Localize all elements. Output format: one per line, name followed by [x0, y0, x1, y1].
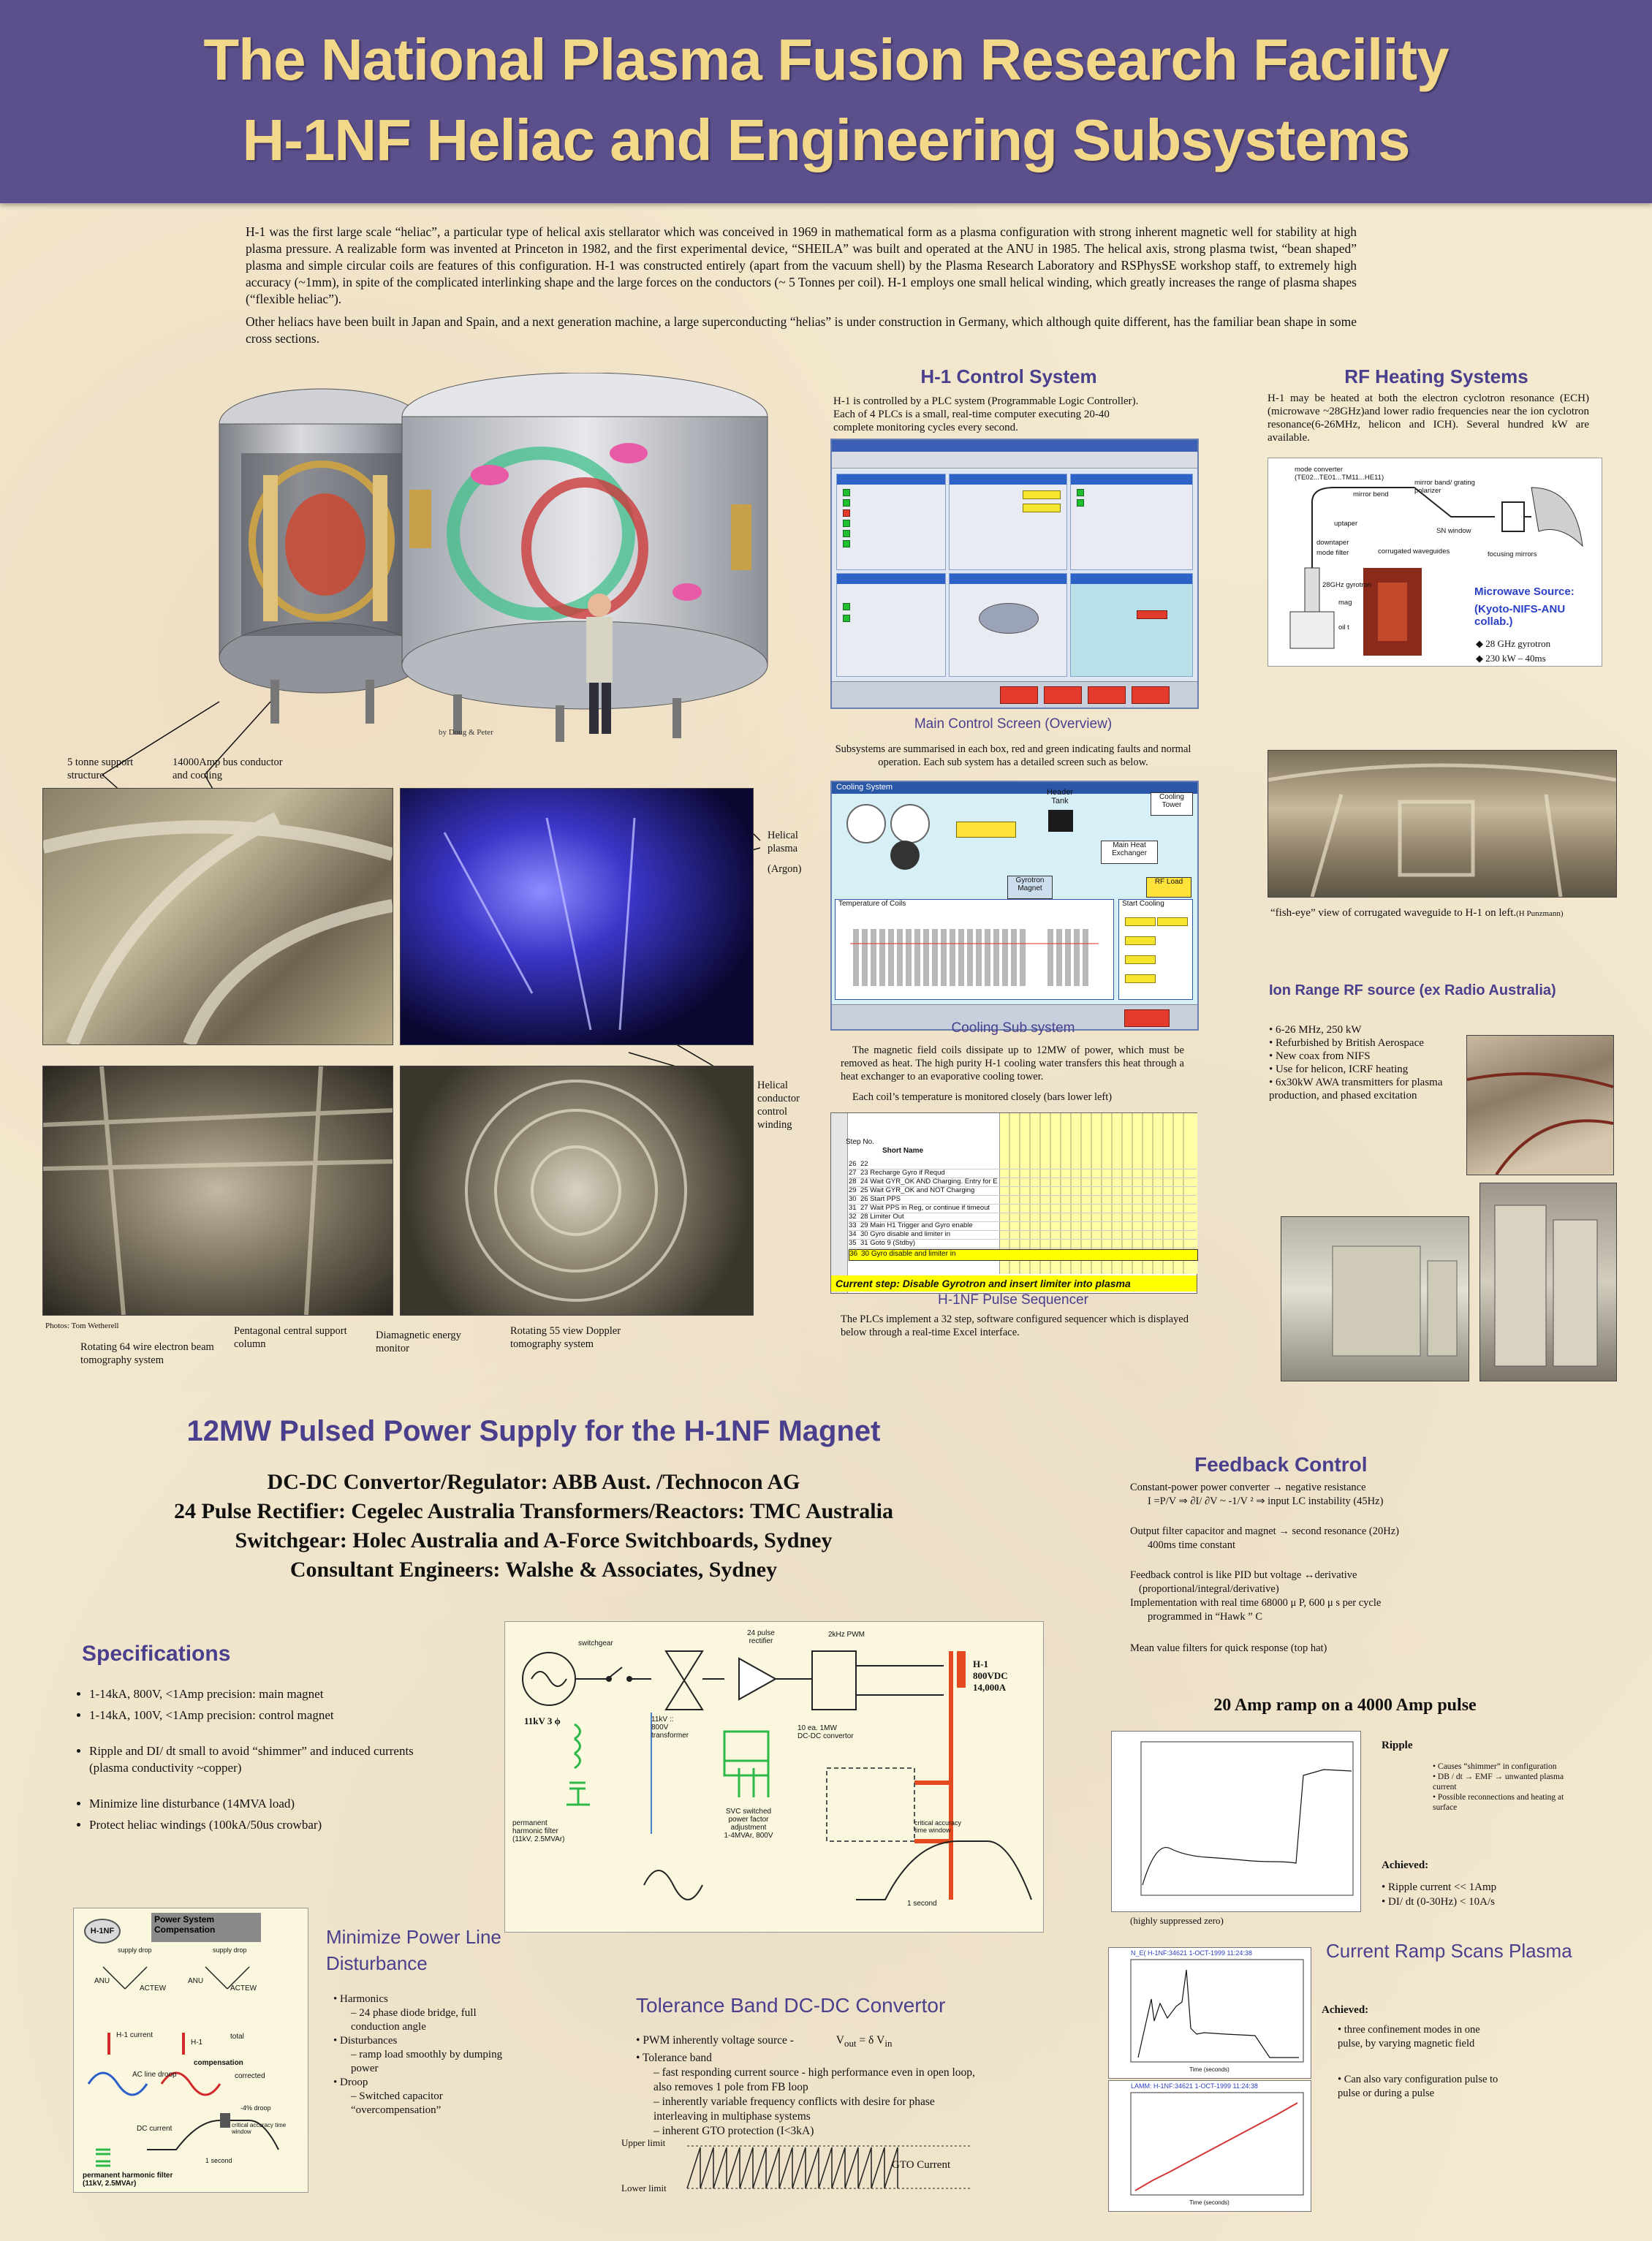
comp-corrected: corrected — [235, 2072, 265, 2080]
h1nf-logo: H-1NF — [84, 1919, 121, 1944]
start-cooling-label: Start Cooling — [1122, 900, 1164, 908]
ramp-achieved-item: DI/ dt (0-30Hz) < 10A/s — [1388, 1896, 1495, 1908]
temp-coils-label: Temperature of Coils — [838, 900, 906, 908]
circuit-transformer: 11kV :: 800V transformer — [651, 1715, 689, 1740]
disturbance-list: • Harmonics – 24 phase diode bridge, full conduction angle • Disturbances – ramp load smoothly by dumping power • Droop – Switched capacitor “overcompensation” — [333, 1993, 503, 2116]
scans-title: Current Ramp Scans Plasma — [1326, 1940, 1572, 1962]
spec-item: • 1-14kA, 800V, <1Amp precision: main magnet — [89, 1686, 417, 1702]
microwave-item: ◆ 28 GHz gyrotron — [1476, 638, 1551, 649]
control-title: H-1 Control System — [920, 365, 1097, 387]
tolerance-item-1: PWM inherently voltage source - — [643, 2034, 794, 2047]
power-circuit-diagram — [504, 1621, 1044, 1933]
seq-row: 27 23 Recharge Gyro if Requd — [849, 1169, 1197, 1178]
ion-range-list: • 6-26 MHz, 250 kW • Refurbished by British Aerospace • New coax from NIFS • Use for helicon, ICRF heating • 6x30kW AWA transmitters for plasma production, and phased excitation — [1269, 1024, 1443, 1101]
rf-label-focusing: focusing mirrors — [1488, 550, 1537, 558]
ripple-title: Ripple — [1382, 1740, 1413, 1751]
rf-label-mag: mag — [1338, 599, 1352, 607]
circuit-one-second: 1 second — [907, 1900, 937, 1908]
fisheye-caption: “fish-eye” view of corrugated waveguide to H-1 on left.(H Punzmann) — [1270, 907, 1564, 919]
seq-row: 33 29 Main H1 Trigger and Gyro enable — [849, 1221, 1197, 1231]
cooling-subsystem-screenshot — [830, 781, 1199, 1031]
tolerance-upper: Upper limit — [621, 2137, 666, 2148]
ramp-achieved-item: Ripple current << 1Amp — [1388, 1881, 1497, 1893]
label-rotating55: Rotating 55 view Doppler tomography system — [510, 1325, 621, 1350]
ramp-plot — [1111, 1731, 1361, 1912]
cooling-text: The magnetic field coils dissipate up to 12MW of power, which must be removed as heat. The high purity H-1 cooling water transfers this heat through a heat exchanger to an evaporative cooling tower. — [841, 1044, 1184, 1082]
comp-anu-2: ANU — [188, 1977, 204, 1985]
feedback-line: I =P/V ⇒ ∂I/ ∂V ~ -1/V ² ⇒ input LC instability (45Hz) — [1148, 1495, 1384, 1507]
label-helical-conductor: Helical conductor control winding — [757, 1080, 800, 1131]
ion-item: Use for helicon, ICRF heating — [1276, 1063, 1409, 1075]
ramp-achieved: Achieved: — [1382, 1859, 1429, 1871]
scans-plot2-title: LAMM: H-1NF:34621 1-OCT-1999 11:24:38 — [1131, 2082, 1258, 2090]
main-heat-label: Main Heat Exchanger — [1101, 841, 1158, 864]
ion-item: 6x30kW AWA transmitters for plasma production, and phased excitation — [1269, 1077, 1443, 1101]
rf-label-gyrotron: 28GHz gyrotron — [1322, 581, 1372, 589]
scans-achieved: Achieved: — [1322, 2004, 1369, 2016]
scans-plot1-title: N_E( H-1NF:34621 1-OCT-1999 11:24:38 — [1131, 1949, 1252, 1957]
pulse-sequencer-sheet — [830, 1112, 1197, 1294]
comp-droop4: -4% droop — [240, 2104, 271, 2112]
caption-cooling: Cooling Sub system — [951, 1020, 1075, 1036]
comp-supply-drop-1: supply drop — [118, 1946, 152, 1954]
spec-item: • Ripple and DI/ dt small to avoid “shimmer” and induced currents (plasma conductivity ~copper) — [89, 1743, 417, 1776]
disturbance-sub: 24 phase diode bridge, full conduction angle — [351, 2007, 477, 2033]
ion-item: 6-26 MHz, 250 kW — [1276, 1024, 1362, 1036]
circuit-load: H-1 800VDC 14,000A — [973, 1658, 1008, 1693]
ripple-list: • Causes “shimmer” in configuration • DB / dt → EMF → unwanted plasma current • Possible reconnections and heating at surface — [1433, 1762, 1564, 1812]
seq-row: 32 28 Limiter Out — [849, 1213, 1197, 1222]
cutaway-credit: by Doug & Peter — [439, 728, 493, 737]
rf-label-sn-window: SN window — [1436, 527, 1471, 535]
ripple-item: Causes “shimmer” in configuration — [1437, 1762, 1557, 1771]
tolerance-waveform — [621, 2137, 1016, 2196]
ramp-note: (highly suppressed zero) — [1130, 1915, 1224, 1926]
label-helical-plasma: Helical plasma — [768, 830, 798, 854]
vout-in: in — [884, 2038, 893, 2049]
rf-load-label: RF Load — [1146, 877, 1191, 898]
poster-title-line1: The National Plasma Fusion Research Facility — [203, 27, 1449, 92]
seq-row: 34 30 Gyro disable and limiter in — [849, 1230, 1197, 1240]
tolerance-sub: inherent GTO protection (I<3kA) — [662, 2125, 814, 2138]
vout-sub: out — [844, 2038, 857, 2049]
rf-label-mode-converter: mode converter (TE02...TE01...TM11...HE11) — [1295, 466, 1384, 482]
feedback-title: Feedback Control — [1194, 1453, 1368, 1476]
photo-electron-beam-system — [42, 1066, 393, 1316]
disturbance-heading: Harmonics — [340, 1993, 388, 2005]
intro-paragraph-2: Other heliacs have been built in Japan and Spain, and a next generation machine, a large superconducting “helias” is under construction in Germany, which although quite different, has the familiar bean shape in some cross sections. — [246, 314, 1357, 346]
rf-label-corrugated: corrugated waveguides — [1378, 547, 1450, 555]
power-line: DC-DC Convertor/Regulator: ABB Aust. /Technocon AG — [267, 1470, 800, 1494]
seq-row: 29 25 Wait GYR_OK and NOT Charging — [849, 1186, 1197, 1196]
rf-label-uptaper: uptaper — [1334, 520, 1358, 528]
comp-actew-2: ACTEW — [230, 1984, 257, 1992]
cooling-text-2: Each coil’s temperature is monitored closely (bars lower left) — [852, 1091, 1113, 1103]
feedback-line: (proportional/integral/derivative) — [1139, 1583, 1279, 1595]
photo-rf-transmitter — [1479, 1183, 1617, 1381]
scans-plot-current — [1108, 2080, 1311, 2212]
rf-label-mirror-bend: mirror bend — [1353, 490, 1389, 498]
power-lines — [110, 1468, 958, 1585]
comp-supply-drop-2: supply drop — [213, 1946, 247, 1954]
control-text-2: Subsystems are summarised in each box, red and green indicating faults and normal operation. Each sub system has a detailed screen such as below. — [835, 743, 1191, 768]
feedback-line: Constant-power power converter → negative resistance — [1130, 1482, 1366, 1493]
comp-filter: permanent harmonic filter (11kV, 2.5MVAr) — [83, 2172, 173, 2188]
spec-item: • Protect heliac windings (100kA/50us crowbar) — [89, 1816, 417, 1833]
comp-total: total — [230, 2033, 244, 2041]
seq-row: 31 27 Wait PPS in Reg, or continue if timeout — [849, 1204, 1197, 1213]
label-rotating64: Rotating 64 wire electron beam tomography system — [80, 1341, 214, 1366]
rf-label-mode-filter: mode filter — [1316, 549, 1349, 557]
microwave-source-title: Microwave Source: — [1474, 585, 1575, 598]
seq-short-name: Short Name — [882, 1147, 924, 1155]
disturbance-title: Minimize Power Line Disturbance — [326, 1926, 501, 1974]
ramp-title: 20 Amp ramp on a 4000 Amp pulse — [1213, 1696, 1477, 1715]
photo-fisheye-waveguide — [1268, 750, 1617, 898]
rf-label-mirror-band: mirror band/ grating polarizer — [1414, 479, 1475, 495]
microwave-item: ◆ 230 kW – 40ms — [1476, 653, 1546, 664]
photo-support-structure — [42, 788, 393, 1045]
photos-credit: Photos: Tom Wetherell — [45, 1322, 119, 1330]
rf-label-downtaper: downtaper — [1316, 539, 1349, 547]
tolerance-item-2: Tolerance band — [643, 2052, 712, 2065]
seq-row-current: 36 30 Gyro disable and limiter in — [849, 1249, 1198, 1261]
circuit-switchgear: switchgear — [578, 1639, 613, 1647]
tolerance-title: Tolerance Band DC-DC Convertor — [636, 1994, 946, 2017]
main-control-screenshot — [830, 439, 1199, 709]
scans-plot-density — [1108, 1947, 1311, 2079]
gyrotron-magnet-label: Gyrotron Magnet — [1007, 876, 1053, 899]
disturbance-sub: Switched capacitor “overcompensation” — [351, 2090, 443, 2116]
ech-diagram — [1268, 458, 1602, 667]
seq-row: 30 26 Start PPS — [849, 1195, 1197, 1205]
rf-title: RF Heating Systems — [1344, 365, 1528, 387]
ion-item: Refurbished by British Aerospace — [1276, 1037, 1424, 1049]
compensation-panel — [73, 1908, 308, 2193]
tolerance-lower: Lower limit — [621, 2183, 667, 2193]
label-argon: (Argon) — [768, 863, 802, 875]
comp-dc-current: DC current — [137, 2125, 173, 2133]
label-bus: 14000Amp bus conductor and cooling — [173, 757, 283, 781]
seq-step-no: Step No. — [846, 1138, 874, 1146]
comp-one-second: 1 second — [205, 2157, 232, 2164]
spec-item: • 1-14kA, 100V, <1Amp precision: control magnet — [89, 1707, 417, 1724]
photo-rf-room — [1281, 1216, 1469, 1381]
ripple-item: DB / dt → EMF → unwanted plasma current — [1433, 1772, 1564, 1791]
seq-row: 35 31 Goto 9 (Stdby) — [849, 1239, 1197, 1248]
circuit-source: 11kV 3 ϕ — [524, 1715, 561, 1726]
scans-item: Can also vary configuration pulse to pulse or during a pulse — [1338, 2074, 1498, 2099]
photo-rf-coax — [1466, 1035, 1614, 1175]
microwave-source-sub: (Kyoto-NIFS-ANU collab.) — [1474, 603, 1566, 628]
seq-current-step: Current step: Disable Gyrotron and insert limiter into plasma — [831, 1275, 1197, 1292]
comp-critical: critical accuracy time window — [232, 2122, 287, 2135]
ion-item: New coax from NIFS — [1276, 1050, 1371, 1062]
feedback-text — [1130, 1481, 1510, 1656]
specs-title: Specifications — [82, 1642, 231, 1666]
label-support: 5 tonne support structure — [67, 757, 134, 781]
control-text: H-1 is controlled by a PLC system (Programmable Logic Controller). Each of 4 PLCs is a small, real-time computer executing 20-40 complete monitoring cycles every second. — [833, 395, 1139, 433]
circuit-pwm: 2kHz PWM — [828, 1631, 865, 1639]
disturbance-heading: Disturbances — [340, 2035, 398, 2047]
circuit-rectifier: 24 pulse rectifier — [747, 1629, 775, 1645]
scans-plot1-xlabel: Time (seconds) — [1189, 2066, 1229, 2073]
power-line: Switchgear: Holec Australia and A-Force Switchboards, Sydney — [235, 1528, 833, 1552]
poster-title-line2: H-1NF Heliac and Engineering Subsystems — [242, 107, 1410, 172]
tolerance-sub: inherently variable frequency conflicts with desire for phase interleaving in multiphase systems — [653, 2096, 935, 2123]
power-title: 12MW Pulsed Power Supply for the H-1NF Magnet — [186, 1415, 881, 1447]
scans-item: three confinement modes in one pulse, by varying magnetic field — [1338, 2024, 1480, 2049]
feedback-line: Feedback control is like PID but voltage ↔derivative — [1130, 1569, 1357, 1581]
disturbance-heading: Droop — [340, 2077, 368, 2088]
rf-label-oil: oil t — [1338, 623, 1349, 632]
ramp-achieved-list: • Ripple current << 1Amp • DI/ dt (0-30Hz) < 10A/s — [1382, 1881, 1497, 1908]
feedback-line: Mean value filters for quick response (top hat) — [1130, 1642, 1327, 1654]
specs-list — [73, 1686, 417, 1838]
feedback-line: Output filter capacitor and magnet → second resonance (20Hz) — [1130, 1525, 1399, 1537]
spec-item: • Minimize line disturbance (14MVA load) — [89, 1795, 417, 1812]
scans-plot2-xlabel: Time (seconds) — [1189, 2199, 1229, 2206]
photo-helical-plasma — [400, 788, 754, 1045]
caption-main-control: Main Control Screen (Overview) — [914, 716, 1113, 732]
ripple-item: Possible reconnections and heating at surface — [1433, 1793, 1564, 1812]
circuit-svc: SVC switched power factor adjustment 1-4MVAr, 800V — [724, 1808, 773, 1840]
intro-paragraph-1: H-1 was the first large scale “heliac”, a particular type of helical axis stellarator which was conceived in 1969 in mathematical form as a plasma configuration with strong inherent magnetic well for stability at high plasma pressure. A realizable form was invented at Princeton in 1982, and the first experimental device, “SHEILA” was built and operated at the ANU in 1985. The helical axis, strong plasma twist, “bean shaped” plasma and simple circular coils are features of this configuration. H-1 was constructed entirely (apart from the vacuum shell) by the Plasma Research Laboratory and RSPhysSE workshop staff, to extremely high accuracy (~1mm), in spite of the complicated interlinking shape and the large forces on the conductors (~ 5 Tonnes per coil). H-1 employs one small helical winding, which greatly increases the range of plasma shapes (“flexible heliac”). — [246, 224, 1357, 306]
disturbance-sub: ramp load smoothly by dumping power — [351, 2049, 503, 2074]
ion-range-title: Ion Range RF source (ex Radio Australia) — [1269, 982, 1556, 998]
circuit-critical: critical accuracy time window — [914, 1819, 962, 1834]
tolerance-sub: fast responding current source - high performance even in open loop, also removes 1 pole from FB loop — [653, 2066, 975, 2094]
cooling-tower-label: Cooling Tower — [1151, 792, 1193, 816]
vout-eq: = δ V — [856, 2034, 885, 2047]
seq-row: 26 22 — [849, 1160, 1197, 1169]
label-diamagnetic: Diamagnetic energy monitor — [376, 1330, 461, 1354]
label-pentagonal: Pentagonal central support column — [234, 1325, 347, 1350]
comp-compensation: compensation — [194, 2059, 243, 2067]
circuit-convertor: 10 ea. 1MW DC-DC convertor — [797, 1724, 854, 1740]
feedback-line: Implementation with real time 68000 μ P, 600 μ s per cycle — [1130, 1597, 1382, 1609]
power-line: 24 Pulse Rectifier: Cegelec Australia Transformers/Reactors: TMC Australia — [174, 1499, 893, 1523]
feedback-line: programmed in “Hawk ” C — [1148, 1611, 1263, 1623]
comp-h1: H-1 — [191, 2039, 203, 2047]
compensation-title: Power System Compensation — [151, 1913, 261, 1942]
tolerance-gto: GTO Current — [892, 2159, 951, 2171]
rf-text: H-1 may be heated at both the electron cyclotron resonance (ECH) (microwave ~28GHz)and lower radio frequencies near the ion cyclotron resonance(6-26MHz, helicon and ICH). Several hundred kW are available. — [1268, 393, 1589, 444]
comp-anu-1: ANU — [94, 1977, 110, 1985]
power-line: Consultant Engineers: Walshe & Associates, Sydney — [289, 1558, 778, 1582]
scans-list: • three confinement modes in one pulse, by varying magnetic field • Can also vary configuration pulse to pulse or during a pulse — [1338, 2024, 1498, 2099]
comp-h1-current: H-1 current — [116, 2031, 154, 2039]
caption-sequencer: H-1NF Pulse Sequencer — [938, 1292, 1088, 1308]
photo-central-column — [400, 1066, 754, 1316]
vout-v: V — [836, 2034, 844, 2047]
sequencer-text: The PLCs implement a 32 step, software configured sequencer which is displayed below through a real-time Excel interface. — [841, 1313, 1189, 1338]
header-tank-label: Header Tank — [1046, 788, 1074, 805]
circuit-filter: permanent harmonic filter (11kV, 2.5MVAr) — [512, 1819, 565, 1843]
comp-ac-line-droop: AC line droop — [132, 2071, 177, 2079]
seq-row: 28 24 Wait GYR_OK AND Charging. Entry for E — [849, 1178, 1197, 1187]
cooling-system-label: Cooling System — [836, 783, 893, 792]
comp-actew-1: ACTEW — [140, 1984, 167, 1992]
feedback-line: 400ms time constant — [1148, 1539, 1236, 1551]
tolerance-list: • PWM inherently voltage source - $V_{out} = \delta$ $V_{in}$ • Tolerance band – fast responding current source - high performance even in open loop, also removes 1 pole from FB loop – inherently variable frequency conflicts with desire for phase interleaving in multiphase systems – inherent GTO protection (I<3kA) — [636, 2034, 975, 2138]
